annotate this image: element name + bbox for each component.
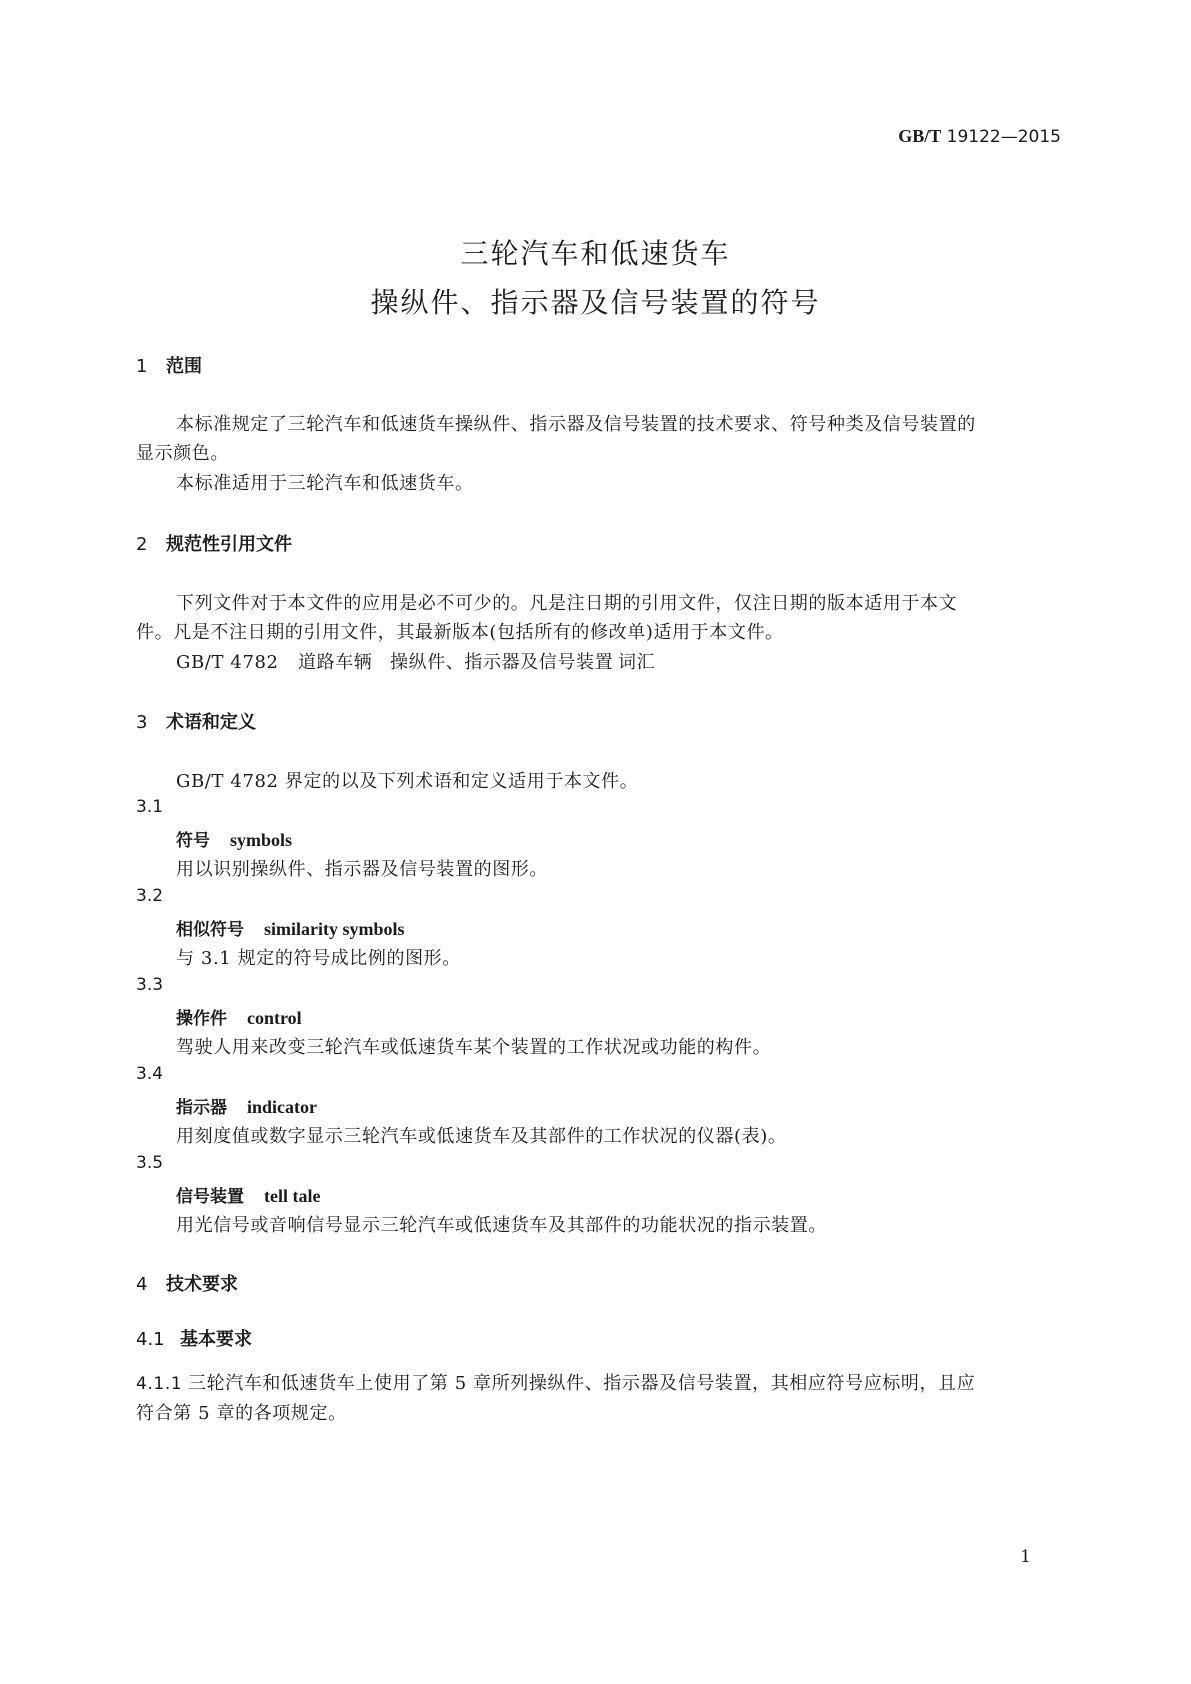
section-3-number: 3 (136, 712, 148, 733)
term-3-5-name (176, 1182, 320, 1207)
term-3-5-number: 3.5 (136, 1153, 164, 1173)
term-3-2-en: similarity symbols (264, 919, 405, 939)
term-3-1-definition: 用以识别操纵件、指示器及信号装置的图形。 (176, 859, 548, 880)
subsection-4-1-number: 4.1 (136, 1329, 165, 1350)
term-3-2-definition: 与 3.1 规定的符号成比例的图形。 (176, 948, 461, 969)
section-3-title: 术语和定义 (166, 712, 256, 733)
term-3-4-en: indicator (247, 1097, 317, 1117)
term-3-1-number: 3.1 (136, 797, 164, 817)
page-number: 1 (1020, 1547, 1031, 1567)
reference-code: GB/T 4782 (176, 652, 279, 673)
clause-4-1-1 (136, 1369, 975, 1395)
term-3-1-name (176, 826, 292, 851)
term-3-4-number: 3.4 (136, 1064, 164, 1084)
section-1-paragraph-1a: 本标准规定了三轮汽车和低速货车操纵件、指示器及信号装置的技术要求、符号种类及信号装置的 (176, 414, 976, 435)
section-2-paragraph-1a: 下列文件对于本文件的应用是必不可少的。凡是注日期的引用文件，仅注日期的版本适用于本文 (176, 593, 958, 614)
section-2-paragraph-1b: 件。凡是不注日期的引用文件，其最新版本(包括所有的修改单)适用于本文件。 (136, 622, 784, 643)
subsection-4-1-title: 基本要求 (180, 1329, 252, 1350)
term-3-3-cn: 操作件 (176, 1009, 227, 1029)
standard-code-number: 19122—2015 (946, 127, 1061, 147)
section-1-paragraph-2: 本标准适用于三轮汽车和低速货车。 (176, 473, 474, 494)
reference-part-a: 道路车辆 (298, 652, 373, 673)
clause-4-1-1-number: 4.1.1 (136, 1374, 183, 1394)
clause-4-1-1-text-b: 符合第 5 章的各项规定。 (136, 1403, 347, 1424)
document-title-line1: 三轮汽车和低速货车 (460, 237, 731, 270)
term-3-3-definition: 驾驶人用来改变三轮汽车或低速货车某个装置的工作状况或功能的构件。 (176, 1037, 772, 1058)
standard-code (898, 126, 1061, 147)
term-3-3-en: control (247, 1008, 302, 1028)
section-1-number: 1 (136, 356, 148, 377)
section-4-number: 4 (136, 1274, 148, 1295)
section-3-intro: GB/T 4782 界定的以及下列术语和定义适用于本文件。 (176, 771, 639, 792)
section-3-heading (136, 708, 256, 734)
term-3-4-cn: 指示器 (176, 1098, 227, 1118)
term-3-4-name (176, 1093, 317, 1118)
term-3-2-name (176, 915, 405, 940)
term-3-2-number: 3.2 (136, 886, 164, 906)
term-3-5-en: tell tale (264, 1186, 321, 1206)
reference-part-c: 词汇 (618, 652, 656, 673)
term-3-3-name (176, 1004, 302, 1029)
section-1-heading (136, 352, 202, 378)
clause-4-1-1-text-a: 三轮汽车和低速货车上使用了第 5 章所列操纵件、指示器及信号装置，其相应符号应标明，且应 (188, 1373, 976, 1394)
normative-reference (176, 648, 655, 674)
subsection-4-1-heading (136, 1325, 252, 1351)
section-2-title: 规范性引用文件 (166, 534, 292, 555)
section-1-paragraph-1b: 显示颜色。 (136, 443, 229, 464)
term-3-3-number: 3.3 (136, 975, 164, 995)
term-3-5-cn: 信号装置 (176, 1187, 244, 1207)
term-3-2-cn: 相似符号 (176, 920, 244, 940)
section-4-title: 技术要求 (166, 1274, 238, 1295)
document-title-line2: 操纵件、指示器及信号装置的符号 (370, 286, 821, 319)
term-3-5-definition: 用光信号或音响信号显示三轮汽车或低速货车及其部件的功能状况的指示装置。 (176, 1215, 827, 1236)
reference-part-b: 操纵件、指示器及信号装置 (390, 652, 614, 673)
section-2-heading (136, 530, 292, 556)
term-3-1-en: symbols (230, 830, 293, 850)
section-1-title: 范围 (166, 356, 202, 377)
term-3-4-definition: 用刻度值或数字显示三轮汽车或低速货车及其部件的工作状况的仪器(表)。 (176, 1126, 787, 1147)
standard-code-prefix: GB/T (898, 126, 942, 146)
section-2-number: 2 (136, 534, 148, 555)
term-3-1-cn: 符号 (176, 831, 210, 851)
section-4-heading (136, 1270, 238, 1296)
